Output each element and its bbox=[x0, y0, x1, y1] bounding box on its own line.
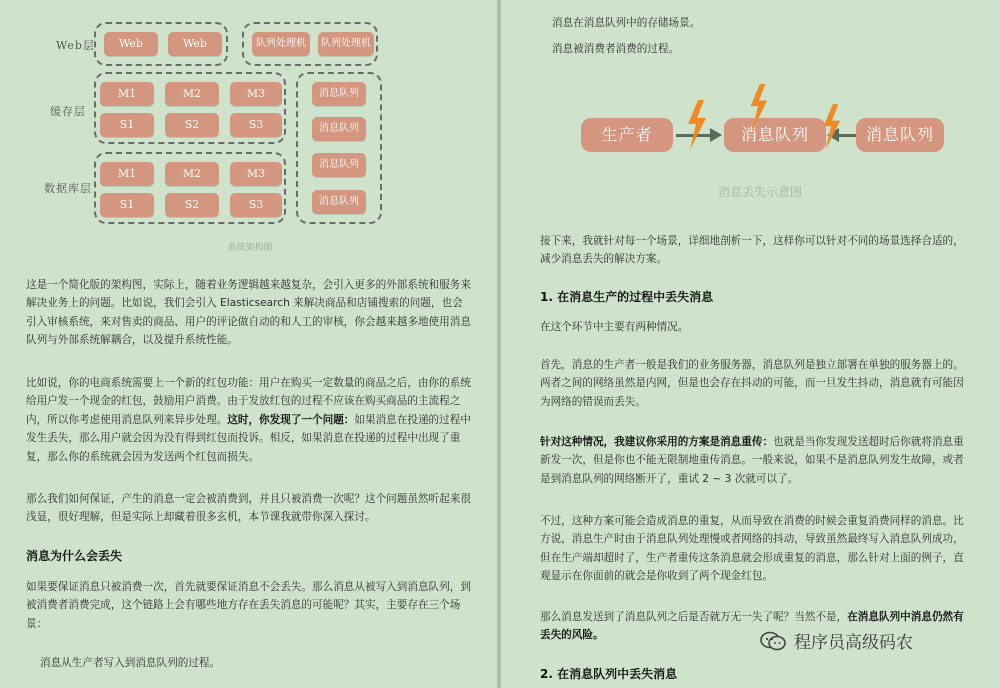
section-heading: 1. 在消息生产的过程中丢失消息 bbox=[540, 290, 714, 304]
paragraph: 比如说，你的电商系统需要上一个新的红包功能：用户在购买一定数量的商品之后，由你的系统给用户发一个现金的红包，鼓励用户消费。由于发放红包的过程不应该在购买商品的主流程之内，所以你考虑使用消息队列来异步处理。这时，你发现了一个问题：如果消息在投递的过程中发生丢失，那么用户就会因为没有得到红包而投诉。相反，如果消息在投递的过程中出现了重复，那么你的系统就会因为发送两个红包而损失。 bbox=[26, 377, 471, 463]
paragraph: 接下来，我就针对每一个场景，详细地剖析一下，这样你可以针对不同的场景选择合适的，减少消息丢失的解决方案。 bbox=[540, 235, 964, 266]
queue-handler-node: 队列处理机 bbox=[318, 32, 374, 56]
cache-slave-node: S3 bbox=[230, 113, 282, 137]
db-master-node: M2 bbox=[165, 162, 219, 186]
cache-master-node: M2 bbox=[165, 82, 219, 106]
paragraph: 在这个环节中主要有两种情况。 bbox=[540, 321, 689, 333]
lightning-icon bbox=[746, 84, 770, 130]
list-item: 消息被消费者消费的过程。 bbox=[552, 43, 680, 55]
section-heading: 2. 在消息队列中丢失消息 bbox=[540, 667, 678, 681]
db-master-node: M3 bbox=[230, 162, 282, 186]
paragraph: 如果要保证消息只被消费一次，首先就要保证消息不会丢失。那么消息从被写入到消息队列，到被消费者消费完成，这个链路上会有哪些地方存在丢失消息的可能呢？其实，主要存在三个场景： bbox=[26, 581, 471, 630]
db-slave-node: S3 bbox=[230, 193, 282, 217]
arch-diagram-caption: 系统架构图 bbox=[227, 243, 273, 253]
consumer-node: 消息队列 bbox=[856, 118, 944, 152]
side-label-cache: 缓存层 bbox=[50, 105, 86, 118]
cache-slave-node: S2 bbox=[165, 113, 219, 137]
paragraph: 那么消息发送到了消息队列之后是否就万无一失了呢？当然不是，在消息队列中消息仍然有丢失的风险。 bbox=[540, 611, 964, 642]
paragraph: 首先，消息的生产者一般是我们的业务服务器，消息队列是独立部署在单独的服务器上的。两者之间的网络虽然是内网，但是也会存在抖动的可能，而一旦发生抖动，消息就有可能因为网络的错误而丢失。 bbox=[540, 359, 964, 408]
watermark bbox=[760, 628, 913, 653]
cache-slave-node: S1 bbox=[100, 113, 154, 137]
queue-node: 消息队列 bbox=[724, 118, 826, 152]
message-queue-node: 消息队列 bbox=[312, 153, 366, 177]
list-item: 消息从生产者写入到消息队列的过程。 bbox=[40, 657, 221, 669]
producer-node: 生产者 bbox=[581, 118, 673, 152]
side-label-db: 数据库层 bbox=[44, 182, 92, 195]
lightning-icon bbox=[684, 100, 708, 150]
lightning-icon bbox=[820, 104, 842, 150]
db-slave-node: S2 bbox=[165, 193, 219, 217]
db-slave-node: S1 bbox=[100, 193, 154, 217]
loss-diagram-caption: 消息丢失示意图 bbox=[717, 185, 802, 199]
section-heading: 消息为什么会丢失 bbox=[26, 549, 123, 563]
arrow-head-right bbox=[710, 128, 722, 142]
queue-handler-node: 队列处理机 bbox=[252, 32, 310, 56]
list-item: 消息在消息队列中的存储场景。 bbox=[552, 17, 701, 29]
paragraph: 针对这种情况，我建议你采用的方案是消息重传：也就是当你发现发送超时后你就将消息重新发一次，但是你也不能无限制地重传消息。一般来说，如果不是消息队列发生故障，或者是到消息队列的网络断开了，重试 2 ~ 3 次就可以了。 bbox=[540, 436, 964, 485]
side-label-web: Web层 bbox=[56, 39, 95, 52]
db-master-node: M1 bbox=[100, 162, 154, 186]
web-node: Web bbox=[104, 32, 158, 56]
message-queue-node: 消息队列 bbox=[312, 190, 366, 214]
paragraph: 不过，这种方案可能会造成消息的重复，从而导致在消费的时候会重复消费同样的消息。比方说，消息生产时由于消息队列处理慢或者网络的抖动，导致虽然最终写入消息队列成功，但在生产端却超时了，生产者重传这条消息就会形成重复的消息，那么针对上面的例子，直观显示在你面前的就会是你收到了两个现金红包。 bbox=[540, 515, 964, 583]
message-queue-node: 消息队列 bbox=[312, 82, 366, 106]
wechat-icon bbox=[760, 631, 786, 651]
book-spine bbox=[497, 0, 501, 688]
cache-master-node: M3 bbox=[230, 82, 282, 106]
web-node: Web bbox=[168, 32, 222, 56]
cache-master-node: M1 bbox=[100, 82, 154, 106]
paragraph: 这是一个简化版的架构图，实际上，随着业务逻辑越来越复杂，会引入更多的外部系统和服务来解决业务上的问题。比如说，我们会引入 Elasticsearch 来解决商品和店铺搜索的问题，也会引入审核系统，来对售卖的商品、用户的评论做自动的和人工的审核，你会越来越多地使用消息队列与外部系统解耦合，以及提升系统性能。 bbox=[26, 279, 471, 347]
paragraph: 那么我们如何保证，产生的消息一定会被消费到，并且只被消费一次呢？这个问题虽然听起来很浅显，很好理解，但是实际上却藏着很多玄机，本节课我就带你深入探讨。 bbox=[26, 493, 471, 524]
message-queue-node: 消息队列 bbox=[312, 117, 366, 141]
watermark-text: 程序员高级码农 bbox=[794, 633, 913, 653]
